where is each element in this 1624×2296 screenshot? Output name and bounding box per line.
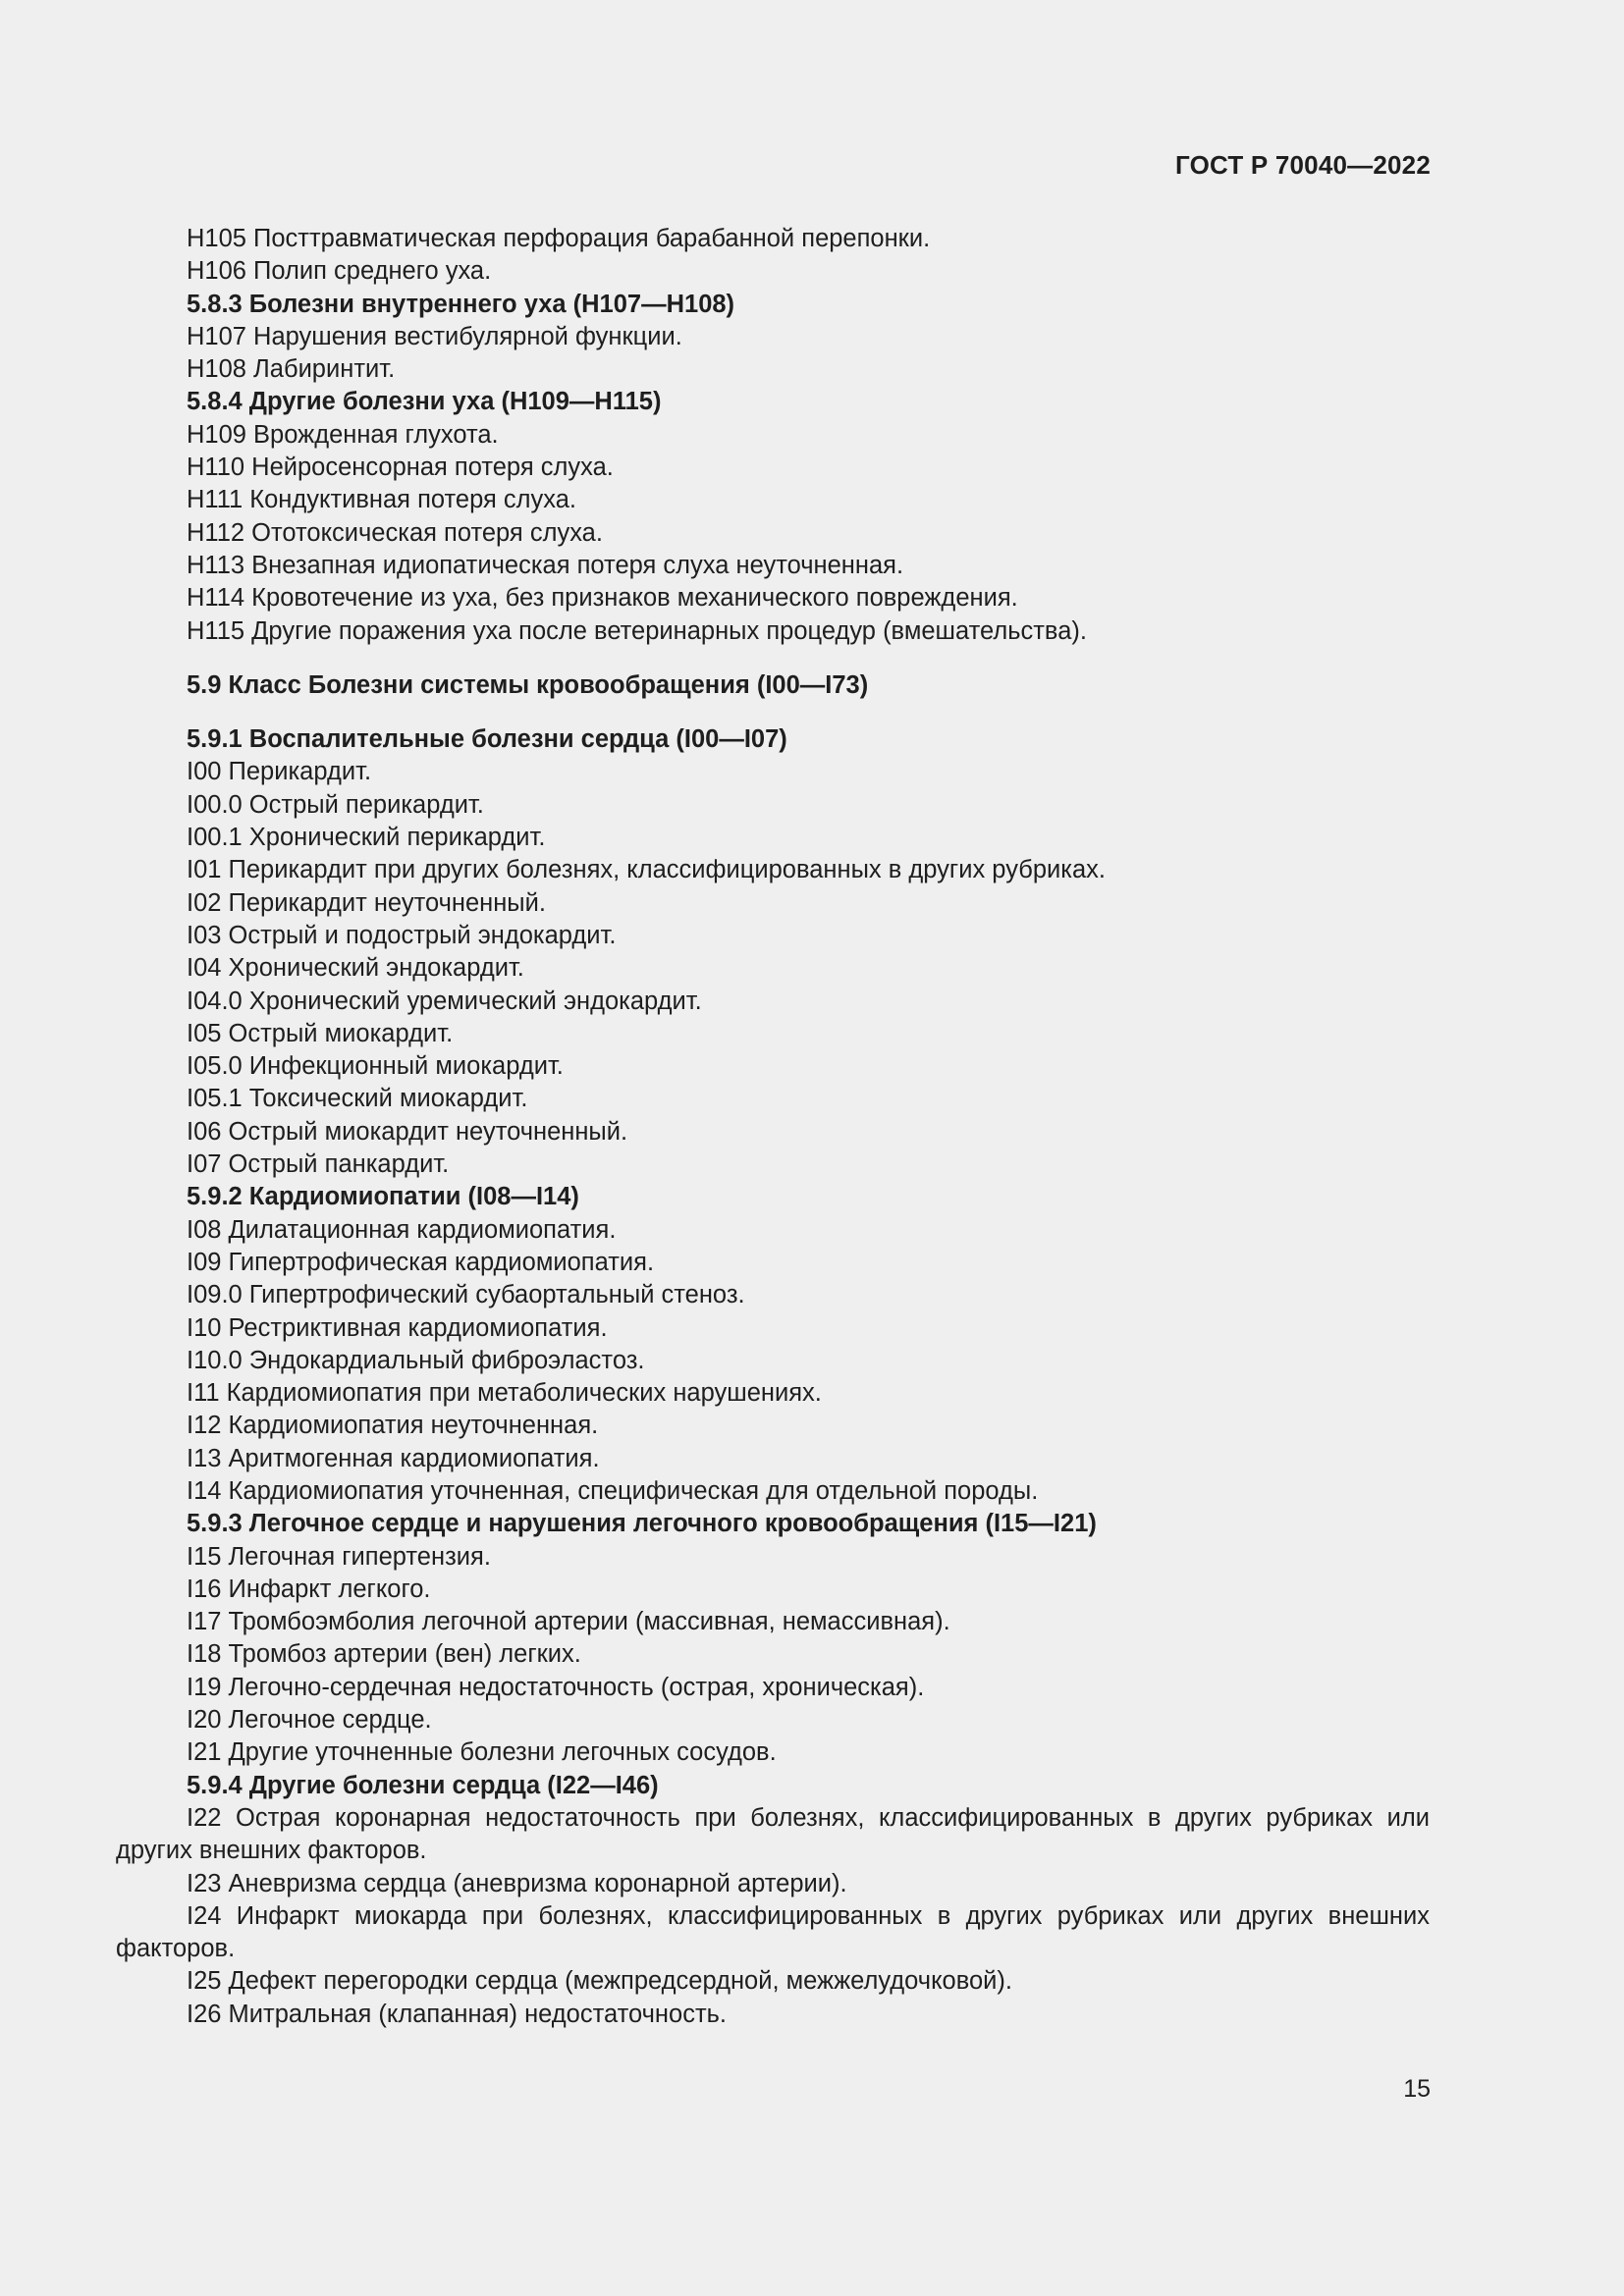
list-item: I09 Гипертрофическая кардиомиопатия. [187,1248,655,1276]
list-item: I05.1 Токсический миокардит. [187,1085,528,1113]
list-item: H106 Полип среднего уха. [187,257,492,286]
page-number: 15 [1403,2075,1431,2103]
list-item: I14 Кардиомиопатия уточненная, специфическая для отдельной породы. [187,1476,1039,1505]
paragraph: I24 Инфаркт миокарда при болезнях, классифицированных в других рубриках или других внешних факторов. [116,1901,1430,1963]
list-item: I21 Другие уточненные болезни легочных сосудов. [187,1738,777,1767]
list-item: H107 Нарушения вестибулярной функции. [187,322,682,350]
subsection-heading: 5.8.3 Болезни внутреннего уха (H107—H108) [187,290,735,318]
list-item: H109 Врожденная глухота. [187,420,499,449]
list-item: I11 Кардиомиопатия при метаболических нарушениях. [187,1379,822,1408]
list-item: I04.0 Хронический уремический эндокардит. [187,987,702,1015]
list-item: I05 Острый миокардит. [187,1019,454,1047]
section-heading: 5.9 Класс Болезни системы кровообращения (I00—I73) [187,670,869,699]
list-item: H111 Кондуктивная потеря слуха. [187,486,576,514]
list-item: I00 Перикардит. [187,758,372,786]
document-body [116,223,1430,2031]
paragraph: I25 Дефект перегородки сердца (межпредсердной, межжелудочковой). [187,1967,1012,1996]
list-item: I04 Хронический эндокардит. [187,954,524,983]
section-heading: 5.9.1 Воспалительные болезни сердца (I00—I07) [187,725,787,754]
list-item: H110 Нейросенсорная потеря слуха. [187,454,614,482]
paragraph: I22 Острая коронарная недостаточность при болезнях, классифицированных в других рубриках или других внешних факторов. [116,1803,1430,1865]
list-item: I00.1 Хронический перикардит. [187,824,546,852]
list-item: I19 Легочно-сердечная недостаточность (острая, хроническая). [187,1673,925,1701]
list-item: I20 Легочное сердце. [187,1706,432,1735]
list-item: H115 Другие поражения уха после ветеринарных процедур (вмешательства). [187,616,1087,645]
list-item: I06 Острый миокардит неуточненный. [187,1117,628,1146]
subsection-heading: 5.9.3 Легочное сердце и нарушения легочного кровообращения (I15—I21) [187,1510,1097,1538]
paragraph: I23 Аневризма сердца (аневризма коронарной артерии). [187,1869,847,1897]
subsection-heading: 5.9.4 Другие болезни сердца (I22—I46) [187,1771,659,1799]
list-item: I00.0 Острый перикардит. [187,790,484,819]
list-item: I13 Аритмогенная кардиомиопатия. [187,1444,600,1472]
list-item: H114 Кровотечение из уха, без признаков механического повреждения. [187,584,1018,613]
list-item: I01 Перикардит при других болезнях, классифицированных в других рубриках. [187,856,1106,884]
document-header: ГОСТ Р 70040—2022 [1175,150,1431,180]
list-item: I18 Тромбоз артерии (вен) легких. [187,1640,581,1669]
list-item: H112 Ототоксическая потеря слуха. [187,518,603,547]
list-item: I05.0 Инфекционный миокардит. [187,1052,564,1081]
list-item: I03 Острый и подострый эндокардит. [187,921,617,949]
list-item: I10 Рестриктивная кардиомиопатия. [187,1313,608,1342]
list-item: H113 Внезапная идиопатическая потеря слуха неуточненная. [187,551,904,579]
list-item: H105 Посттравматическая перфорация барабанной перепонки. [187,225,931,252]
list-item: I10.0 Эндокардиальный фиброэластоз. [187,1346,645,1374]
paragraph: I26 Митральная (клапанная) недостаточность. [187,2000,727,2028]
list-item: I09.0 Гипертрофический субаортальный стеноз. [187,1281,745,1309]
subsection-heading: 5.9.2 Кардиомиопатии (I08—I14) [187,1183,579,1211]
list-item: I15 Легочная гипертензия. [187,1542,491,1571]
list-item: I16 Инфаркт легкого. [187,1575,431,1603]
list-item: I12 Кардиомиопатия неуточненная. [187,1412,599,1440]
list-item: H108 Лабиринтит. [187,355,396,384]
list-item: I02 Перикардит неуточненный. [187,888,546,917]
list-item: I08 Дилатационная кардиомиопатия. [187,1215,617,1244]
list-item: I17 Тромбоэмболия легочной артерии (массивная, немассивная). [187,1608,950,1636]
list-item: I07 Острый панкардит. [187,1150,450,1179]
subsection-heading: 5.8.4 Другие болезни уха (H109—H115) [187,388,662,416]
